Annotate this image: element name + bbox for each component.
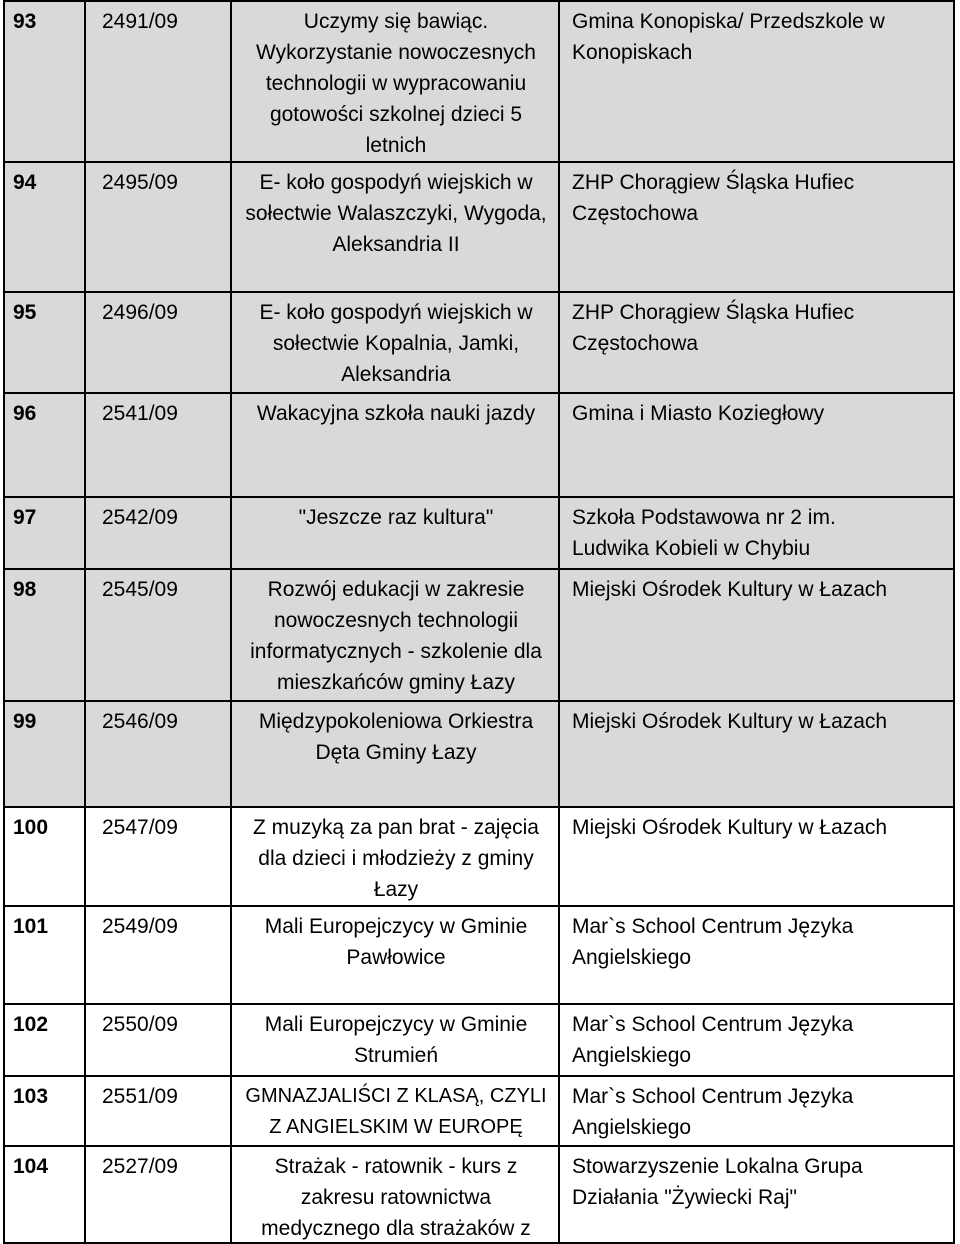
table-row: [3, 700, 955, 808]
table-row: [3, 496, 955, 570]
table-row: [3, 1003, 955, 1077]
organization: Stowarzyszenie Lokalna Grupa Działania "Żywiecki Raj": [572, 1155, 863, 1209]
application-number: 2551/09: [102, 1085, 178, 1108]
row-number: 93: [13, 10, 37, 33]
table-row: [3, 1145, 955, 1244]
table-row: [3, 1075, 955, 1147]
row-number: 97: [13, 506, 37, 529]
row-number: 98: [13, 578, 37, 601]
row-number: 100: [13, 816, 49, 839]
application-number: 2547/09: [102, 816, 178, 839]
table-row: [3, 291, 955, 394]
project-title: "Jeszcze raz kultura": [298, 506, 494, 529]
row-number: 95: [13, 301, 37, 324]
application-number: 2541/09: [102, 402, 178, 425]
organization: Mar`s School Centrum Języka Angielskiego: [572, 915, 854, 969]
organization: ZHP Chorągiew Śląska Hufiec Częstochowa: [572, 301, 855, 355]
project-title: GMNAZJALIŚCI Z KLASĄ, CZYLI Z ANGIELSKIM W EUROPĘ: [245, 1085, 547, 1138]
row-number: 94: [13, 171, 37, 194]
application-number: 2542/09: [102, 506, 178, 529]
row-number: 104: [13, 1155, 49, 1178]
project-title: E- koło gospodyń wiejskich w sołectwie Kopalnia, Jamki, Aleksandria: [259, 301, 533, 386]
organization: Miejski Ośrodek Kultury w Łazach: [572, 816, 888, 839]
organization: Szkoła Podstawowa nr 2 im. Ludwika Kobieli w Chybiu: [572, 506, 836, 560]
application-number: 2527/09: [102, 1155, 178, 1178]
organization: Mar`s School Centrum Języka Angielskiego: [572, 1013, 854, 1067]
row-number: 99: [13, 710, 37, 733]
row-number: 96: [13, 402, 37, 425]
project-title: Mali Europejczycy w Gminie Strumień: [264, 1013, 528, 1067]
application-number: 2495/09: [102, 171, 178, 194]
table-row: [3, 568, 955, 702]
project-title: Rozwój edukacji w zakresie nowoczesnych technologii informatycznych - szkolenie dla mieszkańców gminy Łazy: [250, 578, 542, 694]
project-title: Z muzyką za pan brat - zajęcia dla dzieci i młodzieży z gminy Łazy: [253, 816, 539, 901]
application-number: 2545/09: [102, 578, 178, 601]
application-number: 2549/09: [102, 915, 178, 938]
project-title: Międzypokoleniowa Orkiestra Dęta Gminy Łazy: [258, 710, 534, 764]
row-number: 103: [13, 1085, 49, 1108]
project-title: Uczymy się bawiąc. Wykorzystanie nowoczesnych technologii w wypracowaniu gotowości szkolnej dzieci 5 letnich: [256, 10, 536, 157]
organization: Miejski Ośrodek Kultury w Łazach: [572, 578, 888, 601]
project-title: Mali Europejczycy w Gminie Pawłowice: [264, 915, 528, 969]
organization: Miejski Ośrodek Kultury w Łazach: [572, 710, 888, 733]
table-row: [3, 806, 955, 907]
project-title: Wakacyjna szkoła nauki jazdy: [256, 402, 536, 425]
organization: Mar`s School Centrum Języka Angielskiego: [572, 1085, 854, 1139]
table-row: [3, 392, 955, 498]
application-number: 2546/09: [102, 710, 178, 733]
project-title: Strażak - ratownik - kurs z zakresu ratownictwa medycznego dla strażaków z: [261, 1155, 531, 1240]
project-title: E- koło gospodyń wiejskich w sołectwie Walaszczyki, Wygoda, Aleksandria II: [245, 171, 547, 256]
organization: ZHP Chorągiew Śląska Hufiec Częstochowa: [572, 171, 855, 225]
table-row: [3, 905, 955, 1005]
row-number: 102: [13, 1013, 49, 1036]
row-number: 101: [13, 915, 49, 938]
table-row: [3, 161, 955, 293]
application-number: 2491/09: [102, 10, 178, 33]
organization: Gmina i Miasto Koziegłowy: [572, 402, 825, 425]
organization: Gmina Konopiska/ Przedszkole w Konopiskach: [572, 10, 885, 64]
table-row: [3, 0, 955, 163]
application-number: 2496/09: [102, 301, 178, 324]
application-number: 2550/09: [102, 1013, 178, 1036]
